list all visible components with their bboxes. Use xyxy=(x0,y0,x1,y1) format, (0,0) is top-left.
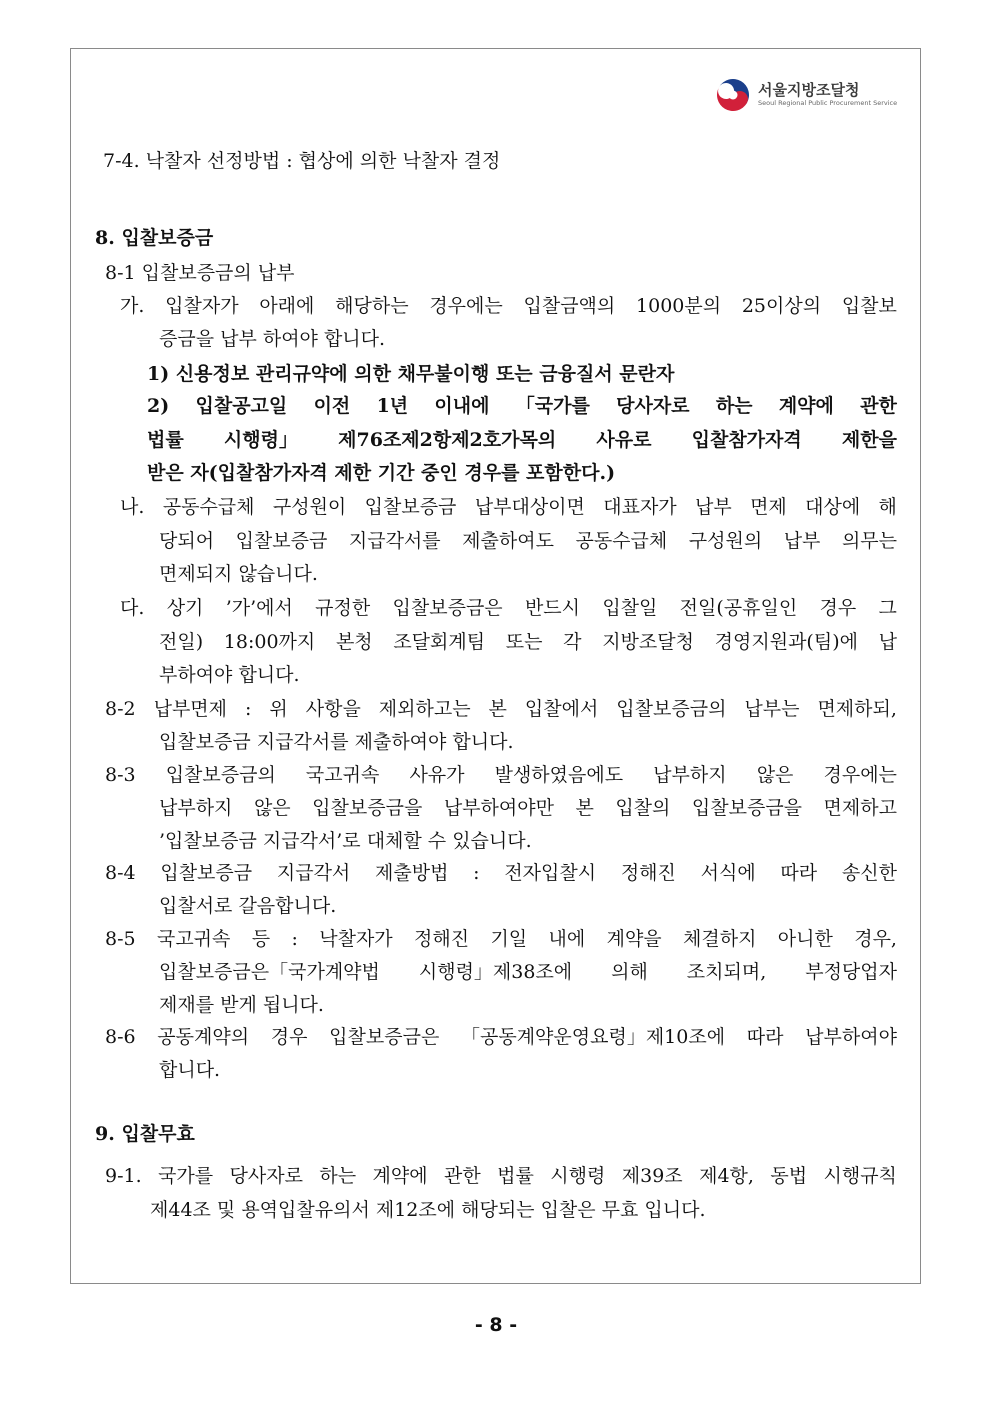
item-ga-line-2: 증금을 납부 하여야 합니다. xyxy=(159,328,386,350)
subitem-1: 1) 신용정보 관리규약에 의한 채무불이행 또는 금융질서 문란자 xyxy=(147,363,675,385)
section-8-3-line-2: 납부하지 않은 입찰보증금을 납부하여야만 본 입찰의 입찰보증금을 면제하고 xyxy=(159,797,897,819)
section-9-1-line-2: 제44조 및 용역입찰유의서 제12조에 해당되는 입찰은 무효 입니다. xyxy=(150,1199,706,1221)
item-ga-line-1: 가. 입찰자가 아래에 해당하는 경우에는 입찰금액의 1000분의 25이상의 입찰보 xyxy=(120,295,897,317)
section-8-6-line-1: 8-6 공동계약의 경우 입찰보증금은 「공동계약운영요령」제10조에 따라 납부하여야 xyxy=(105,1026,897,1048)
item-na-line-1: 나. 공동수급체 구성원이 입찰보증금 납부대상이면 대표자가 납부 면제 대상에 해 xyxy=(120,496,897,518)
subheading-8-1: 8-1 입찰보증금의 납부 xyxy=(105,262,295,284)
subitem-2-line-2: 법률 시행령」 제76조제2항제2호가목의 사유로 입찰참가자격 제한을 xyxy=(147,429,897,451)
page-number: - 8 - xyxy=(474,1314,518,1336)
section-8-2-line-2: 입찰보증금 지급각서를 제출하여야 합니다. xyxy=(159,731,514,753)
heading-8: 8. 입찰보증금 xyxy=(95,227,214,249)
section-8-5-line-3: 제재를 받게 됩니다. xyxy=(159,994,324,1016)
heading-9: 9. 입찰무효 xyxy=(95,1123,195,1145)
section-8-3-line-3: ’입찰보증금 지급각서’로 대체할 수 있습니다. xyxy=(159,830,532,852)
section-8-5-line-2: 입찰보증금은「국가계약법 시행령」제38조에 의해 조치되며, 부정당업자 xyxy=(159,961,897,983)
org-name-english: Seoul Regional Public Procurement Service xyxy=(758,99,898,107)
section-8-5-line-1: 8-5 국고귀속 등 : 낙찰자가 정해진 기일 내에 계약을 체결하지 아니한 경우, xyxy=(105,928,897,950)
item-da-line-3: 부하여야 합니다. xyxy=(159,664,300,686)
item-da-line-1: 다. 상기 ’가’에서 규정한 입찰보증금은 반드시 입찰일 전일(공휴일인 경우 그 xyxy=(120,597,897,619)
section-9-1-line-1: 9-1. 국가를 당사자로 하는 계약에 관한 법률 시행령 제39조 제4항, 동법 시행규칙 xyxy=(105,1165,897,1187)
section-8-3-line-1: 8-3 입찰보증금의 국고귀속 사유가 발생하였음에도 납부하지 않은 경우에는 xyxy=(105,764,897,786)
org-name-korean: 서울지방조달청 xyxy=(758,81,860,99)
section-8-6-line-2: 합니다. xyxy=(159,1059,221,1081)
section-8-2-line-1: 8-2 납부면제 : 위 사항을 제외하고는 본 입찰에서 입찰보증금의 납부는 면제하되, xyxy=(105,698,897,720)
taegeuk-emblem-icon xyxy=(716,78,750,112)
item-na-line-3: 면제되지 않습니다. xyxy=(159,563,318,585)
item-na-line-2: 당되어 입찰보증금 지급각서를 제출하여도 공동수급체 구성원의 납부 의무는 xyxy=(159,530,897,552)
section-7-4: 7-4. 낙찰자 선정방법 : 협상에 의한 낙찰자 결정 xyxy=(103,150,501,172)
section-8-4-line-1: 8-4 입찰보증금 지급각서 제출방법 : 전자입찰시 정해진 서식에 따라 송신한 xyxy=(105,862,897,884)
subitem-2-line-3: 받은 자(입찰참가자격 제한 기간 중인 경우를 포함한다.) xyxy=(147,462,616,484)
section-8-4-line-2: 입찰서로 갈음합니다. xyxy=(159,895,337,917)
subitem-2-line-1: 2) 입찰공고일 이전 1년 이내에 「국가를 당사자로 하는 계약에 관한 xyxy=(147,395,897,417)
item-da-line-2: 전일) 18:00까지 본청 조달회계팀 또는 각 지방조달청 경영지원과(팀)에 납 xyxy=(159,631,897,653)
